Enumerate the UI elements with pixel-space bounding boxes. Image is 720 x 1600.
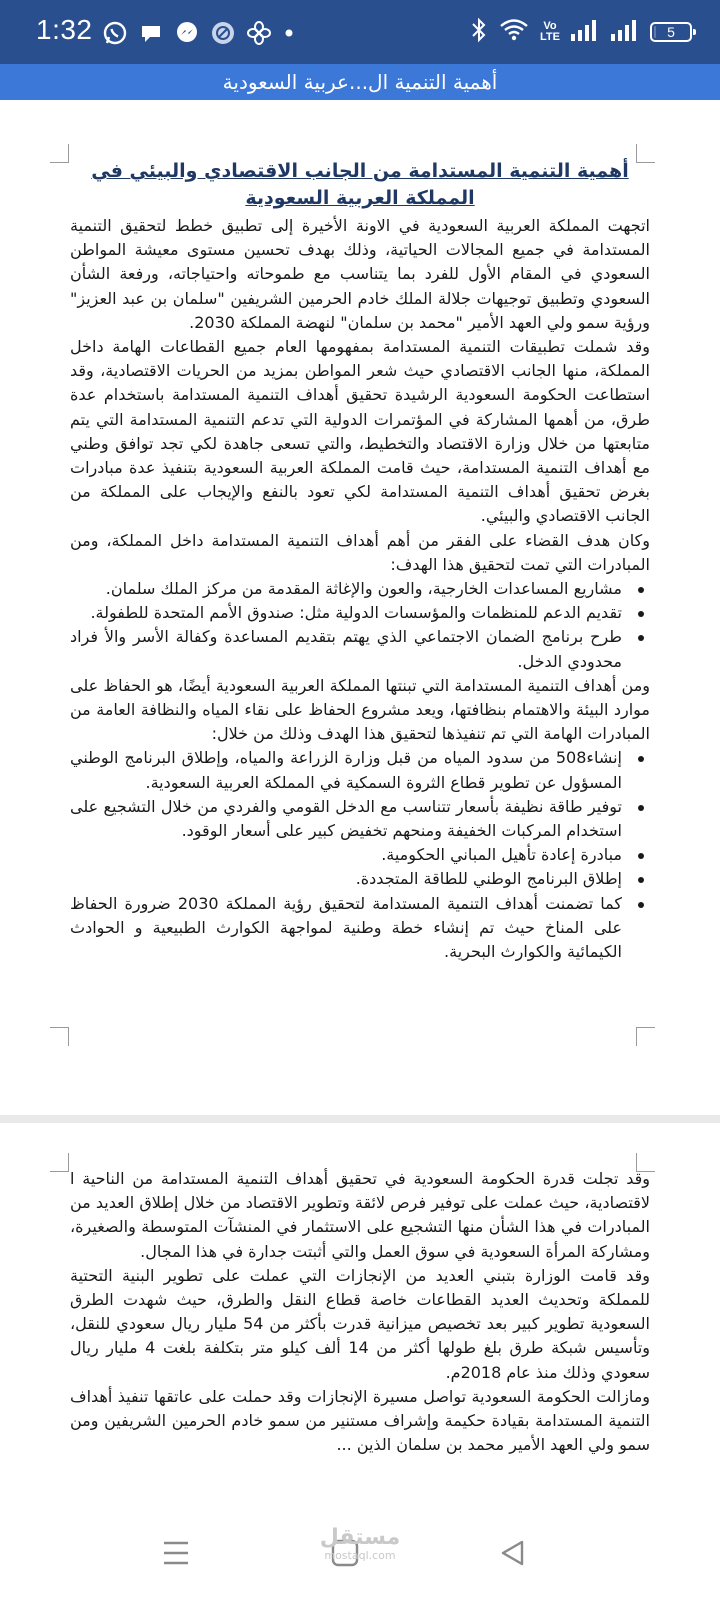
battery-icon: [650, 22, 692, 42]
status-time: 1:32: [36, 14, 93, 45]
back-icon[interactable]: [498, 1536, 526, 1574]
list-item: مبادرة إعادة تأهيل المباني الحكومية.: [70, 843, 622, 867]
fan-icon: [246, 20, 272, 46]
list-item: تقديم الدعم للمنظمات والمؤسسات الدولية مثل: صندوق الأمم المتحدة للطفولة.: [70, 601, 622, 625]
status-bar: [0, 0, 720, 64]
article-heading: أهمية التنمية المستدامة من الجانب الاقتصادي والبيئي في المملكة العربية السعودية: [91, 160, 629, 209]
list-item: طرح برنامج الضمان الاجتماعي الذي يهتم بتقديم المساعدة وكفالة الأسر والأ فراد محدودي الدخل.: [70, 625, 622, 673]
page-1-content[interactable]: [70, 158, 650, 964]
system-icons: [470, 16, 692, 48]
dot-icon: [282, 20, 296, 46]
paragraph: ومازالت الحكومة السعودية تواصل مسيرة الإنجازات وقد حملت على عاتقها تنفيذ أهداف التنمية المستدامة بقيادة حكيمة وإشراف مستنير من سمو خادم الحرمين الشريفين ومن سمو ولي العهد الأمير محمد بن سلمان الذين ...: [70, 1386, 650, 1455]
watermark-logo: مستقل mostaql.com: [319, 1525, 401, 1562]
paragraph: اتجهت المملكة العربية السعودية في الاونة الأخيرة إلى تطبيق خطط لتحقيق التنمية المستدامة في جميع المجالات الحياتية، وذلك بهدف تحسين مستوى معيشة المواطن السعودي في المقام الأول للفرد بما يتناسب مع طموحاته واحتياجاته، ورفعة الشأن السعودي وتطبيق توجيهات جلالة الملك خادم الحرمين الشريفين "سلمان بن عبد العزيز" ورؤية سمو ولي العهد الأمير "محمد بن سلمان" لنهضة المملكة 2030.: [70, 216, 650, 332]
list-item: إطلاق البرنامج الوطني للطاقة المتجددة.: [70, 867, 622, 891]
paragraph: وقد شملت تطبيقات التنمية المستدامة بمفهومها العام جميع القطاعات الهامة داخل المملكة، منها الجانب الاقتصادي حيث شعر المواطن بمزيد من الحريات الاقتصادية، وقد استطاعت الحكومة السعودية الرشيدة تحقيق أهداف التنمية المستدامة باستخدام عدة طرق، من أهمها المشاركة في المؤتمرات الدولية التي تدعم التنمية المستدامة التي يتم متابعتها من خلال وزارة الاقتصاد والتخطيط، والتي تسعى جاهدة لكي تجد توافق وطني مع أهداف التنمية المستدامة، حيث قامت المملكة العربية السعودية بتنفيذ عدة مبادرات بغرض تحقيق أهداف التنمية المستدامة لكي تعود بالنفع والإيجاب على المملكة من الجانب الاقتصادي والبيئي.: [70, 337, 650, 526]
chat-bubble-icon: [138, 20, 164, 46]
messenger-icon: [174, 20, 200, 46]
bullet-list: [70, 577, 650, 674]
whatsapp-icon: [102, 20, 128, 46]
page-corner-mark: [50, 144, 69, 163]
paragraph: وقد قامت الوزارة بتبني العديد من الإنجازات التي عملت على تطوير البنية التحتية للمملكة وتحديث العديد القطاعات خاصة قطاع النقل والطرق، حيث شهدت الطرق السعودية تطوير كبير بعد تخصيص ميزانية قدرت بأكثر من 54 مليار ريال سعودي للنقل، وتأسيس شبكة طرق بلغ طولها أكثر من 14 ألف كيلو متر بتكلفة بلغت 4 مليار ريال سعودي وذلك منذ عام 2018م.: [70, 1265, 651, 1382]
wifi-icon: [498, 16, 530, 48]
bullet-list: [70, 746, 650, 964]
document-title: أهمية التنمية ال...عربية السعودية: [222, 70, 498, 94]
page-corner-mark: [636, 1027, 655, 1046]
paragraph: ومن أهداف التنمية المستدامة التي تبنتها المملكة العربية السعودية أيضًا، هو الحفاظ على موارد البيئة والاهتمام بنظافتها، ويعد مشروع الحفاظ على نقاء المياه والنظافة العامة من المبادرات الهامة التي تم تنفيذها لتحقيق هذا الهدف وذلك من خلال:: [70, 675, 650, 744]
battery-level: 5: [667, 24, 675, 40]
paragraph: وقد تجلت قدرة الحكومة السعودية في تحقيق أهداف التنمية المستدامة من الناحية ا لاقتصادية، حيث عملت على توفير فرص لائقة وتطوير الاقتصاد من خلال إطلاق العديد من المبادرات في هذا الشأن منها التشجيع على الاستثمار في المنشآت المتوسطة والصغيرة، ومشاركة المرأة السعودية في سوق العمل والتي أثبتت جدارة في هذا المجال.: [70, 1169, 650, 1261]
recent-apps-icon[interactable]: [162, 1536, 190, 1574]
list-item: توفير طاقة نظيفة بأسعار تتناسب مع الدخل القومي والفردي من خلال التشجيع على استخدام المركبات الخفيفة ومنحهم تخفيض كبير على أسعار الوقود.: [70, 795, 622, 843]
page-corner-mark: [50, 1027, 69, 1046]
page-2-content[interactable]: [70, 1167, 650, 1457]
paragraph: وكان هدف القضاء على الفقر من أهم أهداف التنمية المستدامة داخل المملكة، ومن المبادرات التي تمت لتحقيق هذا الهدف:: [70, 530, 650, 574]
volte-indicator: Vo LTE: [540, 20, 560, 43]
blocked-app-icon: [210, 20, 236, 46]
document-page-1[interactable]: [0, 100, 720, 1115]
page-corner-mark: [50, 1153, 69, 1172]
document-page-2[interactable]: [0, 1123, 720, 1510]
list-item: إنشاء508 من سدود المياه من قبل وزارة الزراعة والمياه، وإطلاق البرنامج الوطني المسؤول عن تطوير قطاع الثروة السمكية في المملكة العربية السعودية.: [70, 746, 622, 794]
signal-icon: [570, 18, 600, 46]
page-separator: [0, 1115, 720, 1123]
list-item: مشاريع المساعدات الخارجية، والعون والإغاثة المقدمة من مركز الملك سلمان.: [70, 577, 622, 601]
document-title-bar[interactable]: [0, 64, 720, 100]
notification-icons: [102, 18, 296, 48]
list-item: كما تضمنت أهداف التنمية المستدامة لتحقيق رؤية المملكة 2030 ضرورة الحفاظ على المناخ حيث تم إنشاء خطة وطنية لمواجهة الكوارث الطبيعية و الحوادث الكيمائية والكوارث البحرية.: [70, 892, 622, 965]
signal-icon-2: [610, 18, 640, 46]
bluetooth-icon: [470, 16, 488, 48]
